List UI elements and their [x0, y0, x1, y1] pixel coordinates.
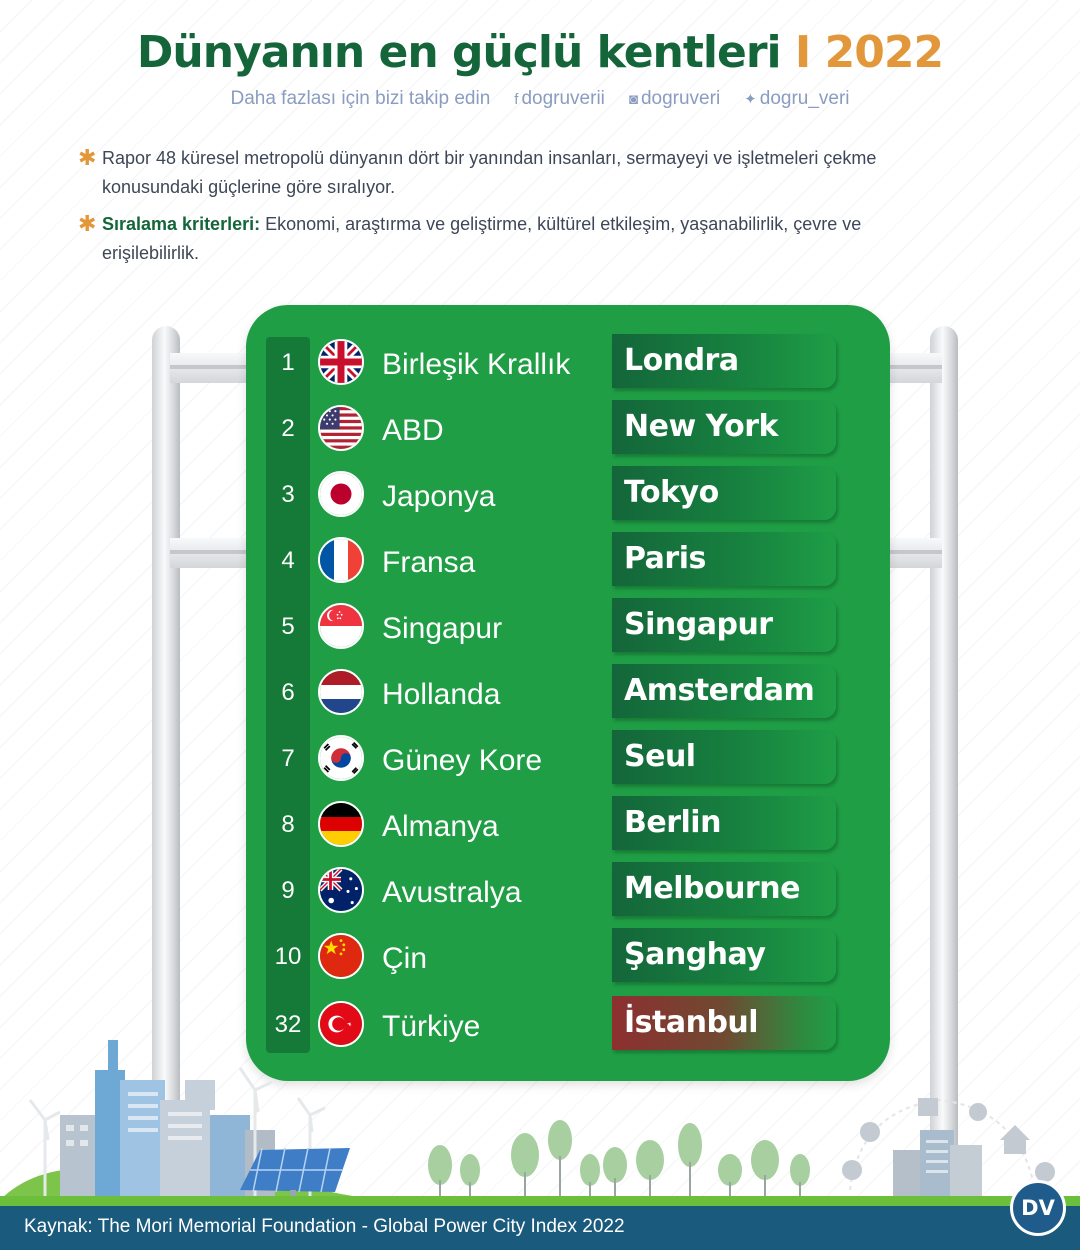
rank-number: 2 [281, 415, 295, 442]
rank-number: 10 [274, 943, 302, 970]
country-name: Singapur [382, 612, 503, 645]
city-name: Tokyo [624, 475, 719, 510]
facebook-icon: f [514, 90, 519, 108]
left-arm-bottom [170, 538, 252, 568]
note-2-text: Ekonomi, araştırma ve geliştirme, kültürel etkileşim, yaşanabilirlik, çevre ve erişilebilirlik. [102, 214, 862, 263]
ranking-row [266, 470, 836, 520]
ranking-row [266, 536, 836, 586]
city-box [612, 664, 836, 718]
ranking-row [266, 866, 836, 916]
germany-flag-icon [318, 801, 364, 847]
city-name: Londra [624, 343, 739, 378]
source-text: Kaynak: The Mori Memorial Foundation - Global Power City Index 2022 [24, 1216, 625, 1237]
instagram-handle: dogruveri [640, 88, 721, 109]
social-instagram[interactable] [629, 88, 720, 110]
rank-number: 7 [281, 745, 295, 772]
ranking-row [266, 404, 836, 454]
country-name: Güney Kore [382, 744, 543, 777]
singapore-flag-icon [318, 603, 364, 649]
city-name: New York [624, 409, 778, 444]
city-box [612, 796, 836, 850]
rank-number: 32 [274, 1011, 302, 1038]
netherlands-flag-icon [318, 669, 364, 715]
city-name: Melbourne [624, 871, 800, 906]
country-name: Çin [382, 942, 428, 975]
south-korea-flag-icon [318, 735, 364, 781]
country-name: Birleşik Krallık [382, 348, 571, 381]
city-box [612, 334, 836, 388]
rank-number: 4 [281, 547, 295, 574]
ranking-row [266, 602, 836, 652]
note-2 [78, 210, 958, 268]
country-name: Almanya [382, 810, 499, 843]
buildings-left [60, 1040, 275, 1200]
city-box [612, 730, 836, 784]
twitter-icon: ✦ [744, 91, 757, 108]
rank-number: 6 [281, 679, 295, 706]
note-1-text: Rapor 48 küresel metropolü dünyanın dört bir yanından insanları, sermayeyi ve işletmeleri çekme konusundaki güçlerine göre sıralıyor. [102, 148, 877, 197]
city-box [612, 532, 836, 586]
country-name: Japonya [382, 480, 496, 513]
country-name: Avustralya [382, 876, 522, 909]
us-flag-icon [318, 405, 364, 451]
asterisk-icon: ✱ [78, 211, 97, 236]
country-name: ABD [382, 414, 444, 447]
china-flag-icon [318, 933, 364, 979]
city-name: Paris [624, 541, 706, 576]
follow-text: Daha fazlası için bizi takip edin [230, 88, 491, 109]
rank-number: 9 [281, 877, 295, 904]
trees [428, 1120, 810, 1186]
title-year: 2022 [824, 27, 944, 78]
country-name: Türkiye [382, 1010, 481, 1043]
page-title [0, 22, 1080, 84]
asterisk-icon: ✱ [78, 145, 97, 170]
city-name: Singapur [624, 607, 773, 642]
rank-number: 1 [281, 349, 295, 376]
right-arm-bottom [886, 538, 942, 568]
title-main: Dünyanın en güçlü kentleri [136, 27, 781, 78]
title-separator: I [780, 27, 825, 78]
rank-number: 3 [281, 481, 295, 508]
city-box [612, 598, 836, 652]
twitter-handle: dogru_veri [759, 88, 850, 109]
city-box [612, 466, 836, 520]
follow-bar [0, 88, 1080, 110]
ranking-row [266, 668, 836, 718]
facebook-handle: dogruverii [521, 88, 605, 109]
right-arm-top [886, 353, 942, 383]
ranking-row [266, 800, 836, 850]
city-name: Seul [624, 739, 696, 774]
ranking-row [266, 338, 836, 388]
footer [0, 1206, 1080, 1250]
ranking-row [266, 734, 836, 784]
dv-logo: DV [1010, 1180, 1066, 1236]
ranking-row [266, 932, 836, 982]
city-name: Şanghay [624, 937, 766, 972]
social-twitter[interactable] [744, 88, 849, 110]
city-box [612, 928, 836, 982]
city-name: Berlin [624, 805, 721, 840]
note-1 [78, 144, 958, 202]
buildings-right [893, 1130, 982, 1200]
notes [78, 144, 958, 276]
country-name: Hollanda [382, 678, 501, 711]
rank-number: 5 [281, 613, 295, 640]
uk-flag-icon [318, 339, 364, 385]
instagram-icon: ◙ [628, 90, 638, 108]
australia-flag-icon [318, 867, 364, 913]
rank-number: 8 [281, 811, 295, 838]
city-name: İstanbul [624, 1005, 759, 1040]
city-name: Amsterdam [624, 673, 815, 708]
country-name: Fransa [382, 546, 476, 579]
header [0, 22, 1080, 84]
social-facebook[interactable] [514, 88, 605, 110]
city-box [612, 862, 836, 916]
city-scenery [0, 1020, 1080, 1220]
left-arm-top [170, 353, 252, 383]
city-box [612, 400, 836, 454]
note-2-label: Sıralama kriterleri: [102, 214, 261, 234]
japan-flag-icon [318, 471, 364, 517]
france-flag-icon [318, 537, 364, 583]
